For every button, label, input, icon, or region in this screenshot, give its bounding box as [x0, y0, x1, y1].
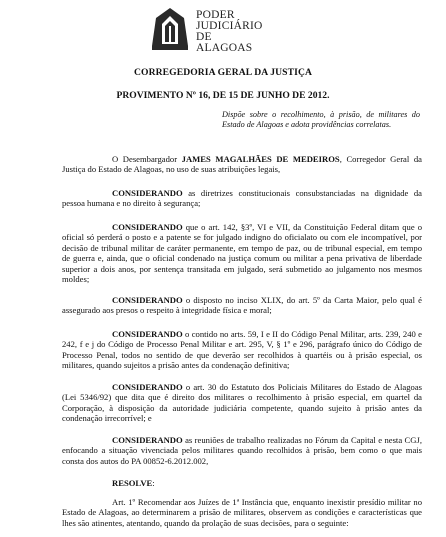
court-logo	[148, 6, 263, 56]
document-title: CORREGEDORIA GERAL DA JUSTIÇA	[133, 67, 313, 78]
resolve-heading: RESOLVE:	[112, 478, 155, 488]
considerando-paragraph: CONSIDERANDO o disposto no inciso XLIX, do art. 5º da Carta Maior, pelo qual é assegurado aos presos o respeito à integridade física e moral;	[62, 295, 422, 316]
considerando-paragraph: CONSIDERANDO as reuniões de trabalho realizadas no Fórum da Capital e nesta CGJ, enfocando a situação vivenciada pelos militares quando recolhidos à prisão, bem como o que mais consta dos autos do PA 00852-6.2012.002,	[62, 435, 422, 466]
opening-paragraph: O Desembargador JAMES MAGALHÃES DE MEDEIROS, Corregedor Geral da Justiça do Estado de Alagoas, no uso de suas atribuições legais,	[62, 154, 422, 175]
logo-line-3: DE ALAGOAS	[196, 31, 253, 54]
provimento-heading: PROVIMENTO Nº 16, DE 15 DE JUNHO DE 2012.	[116, 90, 330, 101]
desembargador-name: JAMES MAGALHÃES DE MEDEIROS	[181, 154, 340, 164]
logo-line-1: PODER	[196, 9, 235, 21]
article-1-paragraph: Art. 1º Recomendar aos Juízes de 1ª Instância que, enquanto inexistir presídio militar no Estado de Alagoas, ao determinarem a prisão de militares, observem as condições e características que lhes são atinentes, atentando, quando da prolação de suas decisões, para o seguinte:	[62, 497, 422, 528]
considerando-paragraph: CONSIDERANDO o contido no arts. 59, I e II do Código Penal Militar, arts. 239, 240 e 242, f e j do Código de Processo Penal Militar e art. 295, V, § 1º e 296, parágrafo único do Código de Processo Penal, todos no sentido de que deverão ser recolhidos à quartéis ou à prisão especial, os militares, quando sujeitos a prisão antes da condenação definitiva;	[62, 329, 422, 371]
considerando-paragraph: CONSIDERANDO que o art. 142, §3º, VI e VII, da Constituição Federal ditam que o oficial só perderá o posto e a patente se for julgado indigno do oficialato ou com ele incompatível, por decisão de tribunal militar de caráter permanente, em tempo de paz, ou de tribunal especial, em tempo de guerra e, ainda, que o oficial condenado na justiça comum ou militar a pena privativa de liberdade superior a dois anos, por sentença transitada em julgado, será submetido ao julgamento nos mesmos moldes;	[62, 222, 422, 285]
ementa: Dispõe sobre o recolhimento, à prisão, de militares do Estado de Alagoas e adota providências correlatas.	[222, 110, 420, 129]
logo-line-2: JUDICIÁRIO	[196, 20, 263, 32]
court-emblem-icon	[148, 6, 192, 50]
considerando-paragraph: CONSIDERANDO as diretrizes constitucionais consubstanciadas na dignidade da pessoa humana e no direito à segurança;	[62, 188, 422, 209]
considerando-paragraph: CONSIDERANDO o art. 30 do Estatuto dos Policiais Militares do Estado de Alagoas (Lei 5346/92) que dita que é direito dos militares o recolhimento à prisão especial, em quartel da Corporação, à disposição da autoridade judiciária competente, quando sujeito à prisão antes da condenação irrecorrível; e	[62, 382, 422, 424]
